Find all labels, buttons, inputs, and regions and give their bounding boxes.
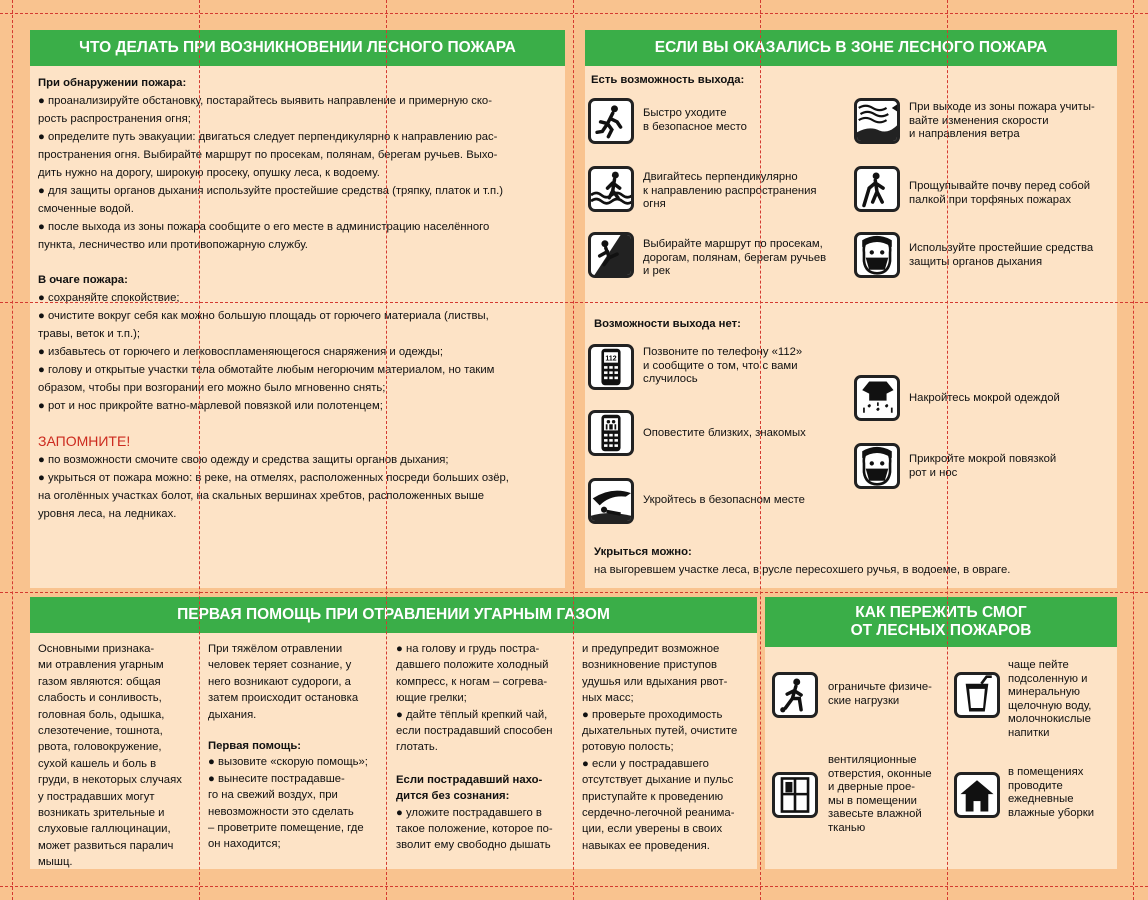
remember-line: ● укрыться от пожара можно: в реке, на отмелях, расположенных посреди больших озёр, (38, 472, 509, 484)
detect-heading: При обнаружении пожара: (38, 77, 187, 89)
icon-caption-line: и рек (643, 265, 670, 277)
panel1-body (38, 74, 563, 523)
col4-line: ных масс; (582, 692, 634, 705)
icon-caption-line: и дверные прое- (828, 781, 915, 793)
icon-caption-line: подсоленную и (1008, 672, 1088, 685)
col3-line: давшего положите холодный (396, 659, 549, 672)
col1-line: газом являются: общая (38, 675, 161, 688)
col1-line: слуховые галлюцинации, (38, 823, 171, 836)
col1-line: у пострадавших могут (38, 790, 155, 803)
col1-line: сухой кашель и боль в (38, 757, 157, 770)
detect-line: смоченные водой. (38, 203, 134, 215)
icon-caption (643, 427, 843, 441)
icon-caption-line: рот и нос (909, 466, 958, 479)
icon-caption-line: щелочную воду, (1008, 699, 1092, 712)
icon-caption-line: При выходе из зоны пожара учиты- (909, 101, 1095, 113)
icon-caption-line: мы в помещении (828, 794, 917, 807)
col4-line: отсутствует дыхание и пульс (582, 774, 734, 787)
icon-caption (1008, 766, 1113, 820)
icon-caption-line: Оповестите близких, знакомых (643, 427, 806, 439)
col4-line: ● если у пострадавшего (582, 757, 709, 770)
guide-h1 (0, 13, 1148, 14)
guide-v1 (12, 0, 13, 900)
focus-line: ● очистите вокруг себя как можно большую площадь от горючего материала (листвы, (38, 310, 489, 322)
guide-h3 (0, 592, 1148, 593)
detect-line: дить нужно на дорогу, широкую просеку, опушку леса, к водоему. (38, 167, 380, 179)
icon-caption-line: дорогам, полянам, берегам ручьев (643, 251, 827, 264)
icon-caption-line: Накройтесь мокрой одеждой (909, 392, 1060, 404)
guide-v7 (1133, 0, 1134, 900)
detect-line: пространения огня. Выбирайте маршрут по просекам, полянам, берегам ручьев. Выхо- (38, 149, 498, 161)
col4-line: возникновение приступов (582, 659, 718, 672)
col3-line: глотать. (396, 741, 438, 754)
hide-text: на выгоревшем участке леса, в русле пересохшего ручья, в водоеме, в овраге. (594, 564, 1011, 576)
icon-caption (909, 101, 1109, 142)
col1-line: рвота, головокружение, (38, 741, 162, 754)
panel1-title: ЧТО ДЕЛАТЬ ПРИ ВОЗНИКНОВЕНИИ ЛЕСНОГО ПОЖАРА (30, 30, 565, 66)
icon-caption-line: чаще пейте (1008, 659, 1069, 671)
unconscious-heading-line: дится без сознания: (396, 790, 510, 803)
col2-line: При тяжёлом отравлении (208, 643, 343, 655)
icon-caption-line: Выбирайте маршрут по просекам, (643, 238, 823, 250)
icon-caption-line: вентиляционные (828, 754, 917, 766)
col2-bullet-line: – проветрите помещение, где (208, 822, 364, 835)
col3-line: ● на голову и грудь постра- (396, 643, 540, 655)
remember-list (38, 451, 563, 523)
col2-line: человек теряет сознание, у (208, 659, 352, 672)
remember-line: уровня леса, на ледниках. (38, 508, 177, 520)
exit-heading: Есть возможность выхода: (591, 74, 745, 86)
col1-line: ми отравления угарным (38, 659, 164, 672)
remember-line: ● по возможности смочите свою одежду и средства защиты органов дыхания; (38, 454, 449, 466)
panel3-col3 (396, 641, 574, 854)
icon-caption-line: и направления ветра (909, 128, 1020, 140)
icon-caption-line: отверстия, оконные (828, 767, 932, 780)
col3-bullet-line: ● уложите пострадавшего в (396, 806, 542, 819)
guide-h4 (0, 886, 1148, 887)
icon-caption (909, 453, 1109, 480)
detect-line: пункта, лесничество или противопожарную службу. (38, 239, 308, 251)
col4-line: приступайте к проведению (582, 790, 724, 803)
col1-line: мышц. (38, 856, 73, 869)
detect-line: ● определите путь эвакуации: двигаться следует перпендикулярно к направлению рас- (38, 131, 498, 143)
limit-exercise-icon (772, 672, 818, 718)
panel3-title: ПЕРВАЯ ПОМОЩЬ ПРИ ОТРАВЛЕНИИ УГАРНЫМ ГАЗОМ (30, 597, 757, 633)
panel4-title (765, 597, 1117, 647)
col1-line: может развиться паралич (38, 839, 174, 852)
icon-caption-line: защиты органов дыхания (909, 255, 1043, 268)
col2-bullet-line: невозможности это сделать (208, 805, 354, 818)
detect-line: ● после выхода из зоны пожара сообщите о его месте в администрацию населённого (38, 221, 490, 233)
col4-line: ротовую полость; (582, 741, 674, 754)
col2-line: затем происходит остановка (208, 692, 359, 705)
unconscious-heading (396, 772, 574, 805)
icon-caption (828, 754, 948, 835)
focus-line: образом, чтобы при возгорании его можно было мгновенно снять; (38, 382, 386, 394)
col2-bullet-line: ● вызовите «скорую помощь»; (208, 756, 368, 769)
running-person-icon (588, 98, 634, 144)
col4-line: ● проверьте проходимость (582, 708, 723, 721)
col3-bullet-line: такое положение, которое по- (396, 823, 553, 836)
panel3-col2 (208, 641, 386, 853)
panel2-title: ЕСЛИ ВЫ ОКАЗАЛИСЬ В ЗОНЕ ЛЕСНОГО ПОЖАРА (585, 30, 1117, 66)
icon-caption (643, 238, 843, 279)
icon-caption-line: молочнокислые (1008, 713, 1091, 725)
col1-line: груди, в некоторых случаях (38, 774, 182, 787)
icon-caption-line: Прикройте мокрой повязкой (909, 453, 1057, 465)
col3-bullet-line: зволит ему свободно дышать (396, 839, 551, 852)
hide-heading: Укрыться можно: (594, 546, 692, 558)
icon-caption-line: случилось (643, 373, 698, 385)
icon-caption-line: к направлению распространения (643, 184, 817, 197)
icon-caption (909, 180, 1109, 207)
col1-line: Основными признака- (38, 643, 155, 655)
focus-heading: В очаге пожара: (38, 274, 128, 286)
icon-caption-line: Укройтесь в безопасном месте (643, 494, 805, 506)
wet-clothes-icon (854, 375, 900, 421)
icon-caption-line: вайте изменения скорости (909, 114, 1049, 127)
panel3-col4 (582, 641, 754, 854)
col2-bullet-line: ● вынесите пострадавше- (208, 772, 345, 785)
drink-water-icon (954, 672, 1000, 718)
icon-caption-line: тканью (828, 821, 866, 834)
unconscious-heading-line: Если пострадавший нахо- (396, 773, 543, 786)
focus-line: ● избавьтесь от горючего и легковоспламеняющегося снаряжения и одежды; (38, 346, 444, 358)
col2-bullet-line: го на свежий воздух, при (208, 789, 338, 802)
icon-caption-line: в помещениях (1008, 766, 1084, 778)
svg-text:112: 112 (605, 355, 617, 363)
icon-caption-line: Используйте простейшие средства (909, 242, 1094, 254)
crossing-water-icon (588, 166, 634, 212)
focus-line: ● голову и открытые участки тела обмотайте любым негорючим материалом, но таким (38, 364, 495, 376)
icon-caption-line: и сообщите о том, что с вами (643, 359, 798, 372)
icon-caption-line: Позвоните по телефону «112» (643, 346, 803, 358)
icon-caption (643, 171, 843, 212)
icon-caption-line: в безопасное место (643, 120, 747, 133)
col4-line: сердечно-легочной реанима- (582, 807, 735, 820)
remember-line: на оголённых участках болот, на скальных вершинах хребтов, расположенных выше (38, 490, 485, 502)
col3-line: ● дайте тёплый крепкий чай, (396, 708, 548, 721)
col3-line: компресс, к ногам – согрева- (396, 675, 548, 688)
icon-caption-line: завесьте влажной (828, 808, 922, 820)
col1-line: головная боль, одышка, (38, 708, 165, 721)
col2-bullet-line: он находится; (208, 838, 281, 851)
icon-caption (643, 107, 843, 134)
wind-direction-icon (854, 98, 900, 144)
noexit-heading: Возможности выхода нет: (594, 318, 741, 330)
phone-contacts-icon (588, 410, 634, 456)
detect-list (38, 92, 563, 254)
house-cleaning-icon (954, 772, 1000, 818)
icon-caption (643, 346, 843, 387)
phone-112-icon (588, 344, 634, 390)
remember-heading: ЗАПОМНИТЕ! (38, 433, 131, 449)
col2-line: него возникают судороги, а (208, 675, 351, 688)
col4-line: навыках ее проведения. (582, 839, 710, 852)
icon-caption-line: Прощупывайте почву перед собой (909, 180, 1091, 192)
col1-line: слабость и сонливость, (38, 692, 162, 705)
icon-caption (909, 392, 1109, 406)
focus-line: ● рот и нос прикройте ватно-марлевой повязкой или полотенцем; (38, 400, 383, 412)
icon-caption (828, 681, 948, 708)
face-mask-icon (854, 232, 900, 278)
icon-caption-line: ежедневные (1008, 793, 1074, 805)
panel3-col1 (38, 641, 200, 871)
icon-caption-line: ские нагрузки (828, 694, 900, 707)
icon-caption-line: влажные уборки (1008, 806, 1095, 819)
icon-caption (909, 242, 1109, 269)
col4-line: и предупредит возможное (582, 643, 720, 655)
icon-caption-line: огня (643, 198, 666, 210)
icon-caption-line: Двигайтесь перпендикулярно (643, 171, 798, 183)
icon-caption-line: проводите (1008, 779, 1063, 792)
col2-line: дыхания. (208, 708, 257, 721)
shelter-icon (588, 478, 634, 524)
col4-line: ции, если уверены в своих (582, 823, 723, 836)
col3-line: ющие грелки; (396, 692, 467, 705)
col1-line: слезотечение, тошнота, (38, 725, 163, 738)
detect-line: ● проанализируйте обстановку, постарайтесь выявить направление и примерную ско- (38, 95, 492, 107)
icon-caption-line: напитки (1008, 726, 1050, 739)
icon-caption (1008, 659, 1113, 740)
wet-mask-icon (854, 443, 900, 489)
icon-caption-line: ограничьте физиче- (828, 681, 932, 693)
probing-ground-icon (854, 166, 900, 212)
icon-caption (643, 494, 843, 508)
detect-line: рость распространения огня; (38, 113, 191, 125)
icon-caption-line: палкой при торфяных пожарах (909, 193, 1072, 206)
window-icon (772, 772, 818, 818)
col1-line: возникать зрительные и (38, 807, 165, 820)
col4-line: удушья или вдыхания рвот- (582, 675, 728, 688)
focus-line: ● сохраняйте спокойствие; (38, 292, 180, 304)
icon-caption-line: Быстро уходите (643, 107, 727, 119)
panel4-title-line2: ОТ ЛЕСНЫХ ПОЖАРОВ (850, 622, 1032, 639)
focus-line: травы, веток и т.п.); (38, 328, 140, 340)
first-aid-heading: Первая помощь: (208, 740, 302, 753)
panel4-title-line1: КАК ПЕРЕЖИТЬ СМОГ (855, 603, 1027, 621)
col4-line: дыхательных путей, очистите (582, 725, 738, 738)
detect-line: ● для защиты органов дыхания используйте простейшие средства (тряпку, платок и т.п.) (38, 185, 503, 197)
col3-line: если пострадавший способен (396, 725, 553, 738)
focus-list (38, 289, 563, 415)
icon-caption-line: минеральную (1008, 686, 1081, 698)
climbing-slope-icon (588, 232, 634, 278)
